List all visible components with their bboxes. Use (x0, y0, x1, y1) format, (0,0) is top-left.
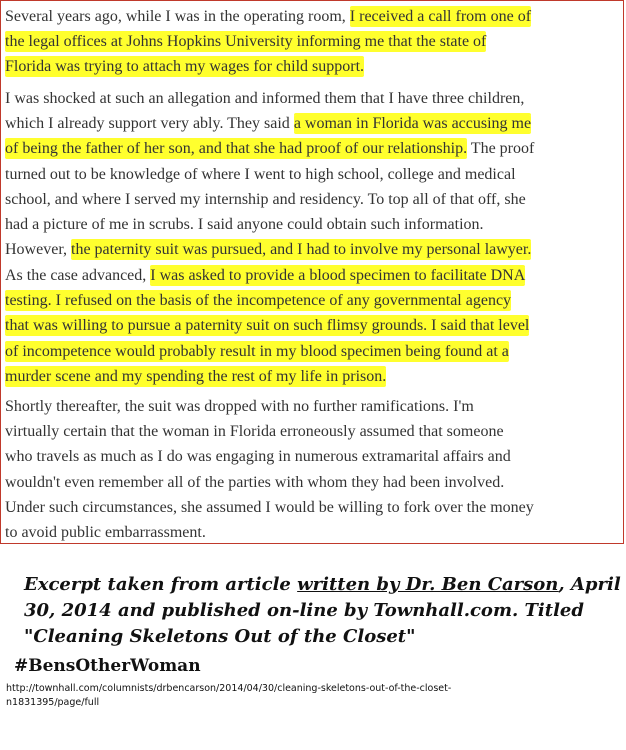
source-caption (24, 572, 624, 650)
highlighted-text: I received a call from one of (349, 8, 532, 25)
caption-line-3: "Cleaning Skeletons Out of the Closet" (24, 626, 416, 647)
excerpt-text: However, (5, 241, 71, 259)
excerpt-text: school, and where I served my internship and residency. To top all of that off, she (5, 190, 526, 208)
paragraph-1 (5, 4, 621, 80)
highlighted-text: that was willing to pursue a paternity suit on such flimsy grounds. I said that level (5, 317, 530, 335)
excerpt-line (5, 520, 621, 545)
excerpt-line (5, 288, 621, 313)
excerpt-line (5, 263, 621, 288)
excerpt-line (5, 29, 621, 54)
source-url[interactable] (6, 682, 606, 710)
excerpt-text: Under such circumstances, she assumed I would be willing to fork over the money (5, 498, 534, 516)
excerpt-text: Several years ago, while I was in the operating room, (5, 8, 350, 25)
excerpt-line (5, 339, 621, 364)
paragraph-3 (5, 263, 621, 389)
excerpt-line (5, 111, 621, 136)
excerpt-line (5, 394, 621, 419)
highlighted-text: testing. I refused on the basis of the incompetence of any governmental agency (5, 292, 512, 310)
excerpt-line (5, 313, 621, 338)
excerpt-text: to avoid public embarrassment. (5, 523, 206, 541)
excerpt-line (5, 237, 621, 262)
excerpt-text: virtually certain that the woman in Florida erroneously assumed that someone (5, 423, 504, 441)
caption-line-1-suffix: , April (558, 574, 621, 595)
highlighted-text: the legal offices at Johns Hopkins University informing me that the state of (5, 33, 487, 51)
excerpt-line (5, 187, 621, 212)
article-link[interactable]: written by Dr. Ben Carson (297, 574, 559, 595)
excerpt-line (5, 212, 621, 237)
excerpt-line (5, 419, 621, 444)
caption-line-1 (24, 572, 624, 598)
highlighted-text: a woman in Florida was accusing me (293, 115, 532, 133)
excerpt-line (5, 54, 621, 79)
hashtag: #BensOtherWoman (14, 656, 201, 676)
excerpt-line (5, 470, 621, 495)
excerpt-text: I was shocked at such an allegation and informed them that I have three children, (5, 90, 525, 107)
highlighted-text: Florida was trying to attach my wages for child support. (5, 58, 365, 76)
caption-line-1-prefix: Excerpt taken from article (24, 574, 298, 595)
excerpt-text: who travels as much as I do was engaging in numerous extramarital affairs and (5, 448, 511, 466)
excerpt-text: As the case advanced, (5, 267, 151, 284)
paragraph-4 (5, 394, 621, 545)
highlighted-text: of being the father of her son, and that she had proof of our relationship. (5, 140, 468, 158)
highlighted-text: the paternity suit was pursued, and I had to involve my personal lawyer. (71, 241, 532, 259)
excerpt-line (5, 495, 621, 520)
caption-line-2: 30, 2014 and published on-line by Townhall.com. Titled (24, 600, 584, 621)
excerpt-text: had a picture of me in scrubs. I said anyone could obtain such information. (5, 215, 484, 233)
excerpt-text: wouldn't even remember all of the parties with whom they had been involved. (5, 473, 505, 491)
excerpt-text: turned out to be knowledge of where I went to high school, college and medical (5, 165, 516, 183)
source-url-line-1[interactable]: http://townhall.com/columnists/drbencarson/2014/04/30/cleaning-skeletons-out-of-the-closet- (6, 683, 452, 694)
excerpt-line (5, 86, 621, 111)
excerpt-line (5, 162, 621, 187)
source-url-line-2[interactable]: n1831395/page/full (6, 697, 100, 708)
excerpt-text: The proof (467, 140, 535, 158)
excerpt-line (5, 364, 621, 389)
paragraph-2 (5, 86, 621, 262)
excerpt-text: which I already support very ably. They said (5, 115, 294, 133)
excerpt-line (5, 444, 621, 469)
highlighted-text: murder scene and my spending the rest of my life in prison. (5, 367, 387, 385)
excerpt-text: Shortly thereafter, the suit was dropped with no further ramifications. I'm (5, 398, 474, 415)
highlighted-text: I was asked to provide a blood specimen to facilitate DNA (150, 267, 526, 284)
excerpt-line (5, 4, 621, 29)
highlighted-text: of incompetence would probably result in my blood specimen being found at a (5, 342, 509, 360)
excerpt-line (5, 136, 621, 161)
